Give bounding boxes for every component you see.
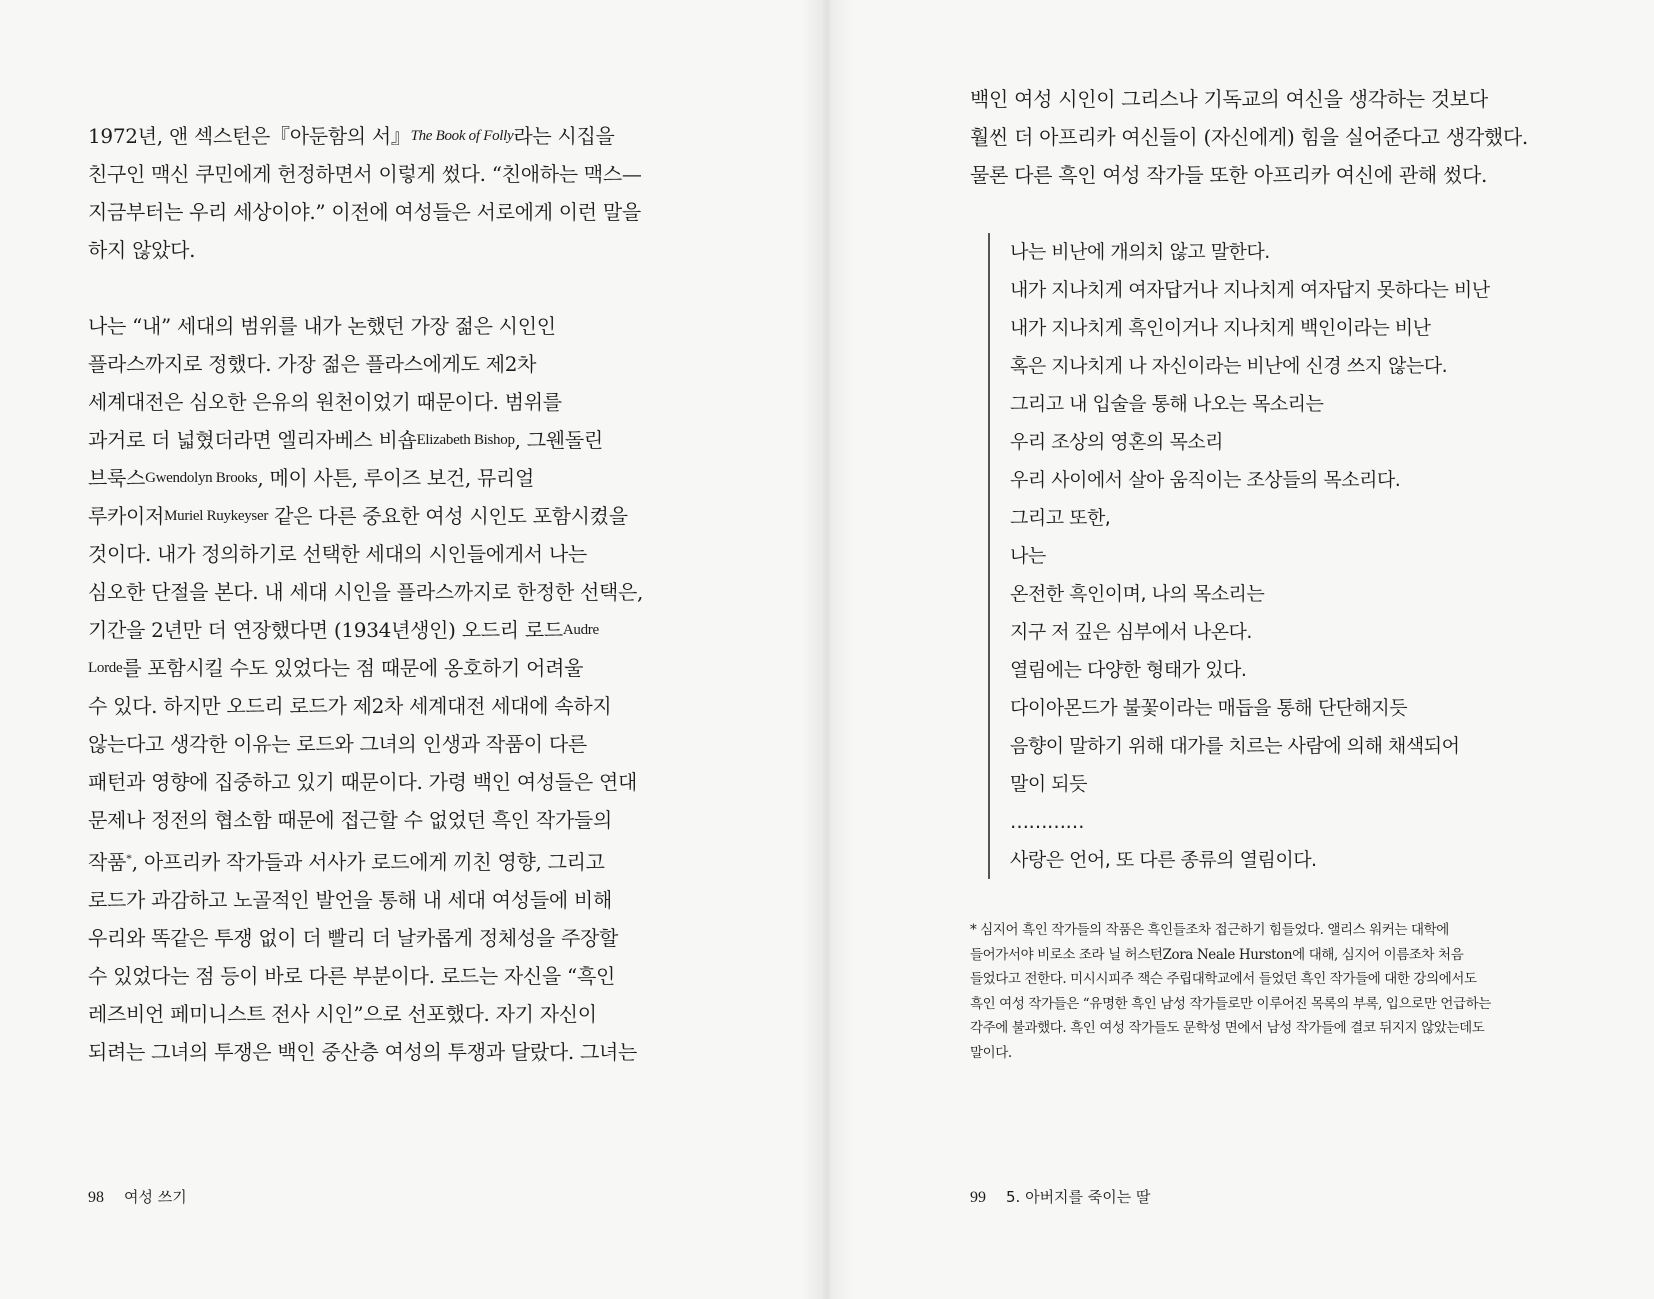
original-name: Lorde xyxy=(88,660,123,676)
text-line: 수 있다. 하지만 오드리 로드가 제2차 세계대전 세대에 속하지 xyxy=(88,694,612,718)
book-gutter-shadow xyxy=(800,0,854,1299)
running-header-section: 여성 쓰기 xyxy=(124,1188,187,1206)
text-span: 를 포함시킬 수도 있었다는 점 때문에 옹호하기 어려울 xyxy=(122,656,584,680)
poem-line: 열림에는 다양한 형태가 있다. xyxy=(1010,659,1247,681)
poem-line: 내가 지나치게 여자답거나 지나치게 여자답지 못하다는 비난 xyxy=(1010,279,1490,301)
left-body-text xyxy=(88,117,688,1071)
text-line: 플라스까지로 정했다. 가장 젊은 플라스에게도 제2차 xyxy=(88,352,537,376)
text-span: 라는 시집을 xyxy=(513,124,615,148)
poem-line: 사랑은 언어, 또 다른 종류의 열림이다. xyxy=(1010,849,1317,871)
text-span: 브룩스 xyxy=(88,466,146,490)
footnote-line: 흑인 여성 작가들은 “유명한 흑인 남성 작가들로만 이루어진 목록의 부록, 입으로만 언급하는 xyxy=(970,995,1491,1012)
text-line xyxy=(88,649,688,687)
text-span: 과거로 더 넓혔더라면 엘리자베스 비숍 xyxy=(88,428,417,452)
footnote xyxy=(970,918,1570,1065)
book-title-original: The Book of Folly xyxy=(410,128,514,144)
text-span: 1972년, 앤 섹스턴은『아둔함의 서』 xyxy=(88,124,411,148)
text-line: 않는다고 생각한 이유는 로드와 그녀의 인생과 작품이 다른 xyxy=(88,732,587,756)
text-line xyxy=(88,611,688,649)
text-line: 세계대전은 심오한 은유의 원천이었기 때문이다. 범위를 xyxy=(88,390,562,414)
text-line xyxy=(88,117,688,155)
text-line xyxy=(88,839,688,881)
right-body-text xyxy=(970,80,1590,194)
original-name: Elizabeth Bishop xyxy=(416,432,515,448)
text-line xyxy=(88,459,688,497)
right-page-footer xyxy=(970,1187,1151,1208)
text-line: 백인 여성 시인이 그리스나 기독교의 여신을 생각하는 것보다 xyxy=(970,87,1488,111)
text-line: 문제나 정전의 협소함 때문에 접근할 수 없었던 흑인 작가들의 xyxy=(88,808,612,832)
text-line: 수 있었다는 점 등이 바로 다른 부분이다. 로드는 자신을 “흑인 xyxy=(88,964,615,988)
footnote-line: 들어가서야 비로소 조라 닐 허스턴Zora Neale Hurston에 대해, 심지어 이름조차 처음 xyxy=(970,946,1464,963)
poem-line: 온전한 흑인이며, 나의 목소리는 xyxy=(1010,583,1265,605)
text-span: 같은 다른 중요한 여성 시인도 포함시켰을 xyxy=(268,504,628,528)
footnote-line: 각주에 불과했다. 흑인 여성 작가들도 문학성 면에서 남성 작가들에 결코 뒤지지 않았는데도 xyxy=(970,1020,1485,1036)
poem-line: 그리고 또한, xyxy=(1010,507,1111,529)
poem-line: 말이 되듯 xyxy=(1010,773,1087,795)
poem-line: 우리 사이에서 살아 움직이는 조상들의 목소리다. xyxy=(1010,469,1401,491)
text-span: , 메이 사튼, 루이즈 보건, 뮤리얼 xyxy=(257,466,535,490)
text-span: 작품 xyxy=(88,850,127,874)
footnote-marker[interactable]: * xyxy=(126,851,132,865)
page-number: 99 xyxy=(970,1189,986,1206)
poem-blockquote xyxy=(988,233,1490,879)
original-name: Audre xyxy=(562,622,599,638)
poem-line: 그리고 내 입술을 통해 나오는 목소리는 xyxy=(1010,393,1324,415)
text-line xyxy=(88,497,688,535)
text-line: 친구인 맥신 쿠민에게 헌정하면서 이렇게 썼다. “친애하는 맥스— xyxy=(88,162,642,186)
original-name: Muriel Ruykeyser xyxy=(164,508,269,524)
poem-line: ………… xyxy=(1010,811,1084,833)
text-line: 지금부터는 우리 세상이야.” 이전에 여성들은 서로에게 이런 말을 xyxy=(88,200,641,224)
footnote-line: 들었다고 전한다. 미시시피주 잭슨 주립대학교에서 들었던 흑인 작가들에 대한 강의에서도 xyxy=(970,971,1477,987)
poem-line: 다이아몬드가 불꽃이라는 매듭을 통해 단단해지듯 xyxy=(1010,697,1408,719)
text-line xyxy=(88,421,688,459)
text-span: 루카이저 xyxy=(88,504,165,528)
left-page xyxy=(0,0,826,1299)
text-span: 기간을 2년만 더 연장했다면 (1934년생인) 오드리 로드 xyxy=(88,618,563,642)
paragraph-1 xyxy=(88,117,688,269)
running-header-section: 5. 아버지를 죽이는 딸 xyxy=(1006,1188,1151,1206)
text-line: 심오한 단절을 본다. 내 세대 시인을 플라스까지로 한정한 선택은, xyxy=(88,580,644,604)
text-line: 되려는 그녀의 투쟁은 백인 중산층 여성의 투쟁과 달랐다. 그녀는 xyxy=(88,1040,638,1064)
poem-line: 나는 비난에 개의치 않고 말한다. xyxy=(1010,241,1270,263)
poem-line: 혹은 지나치게 나 자신이라는 비난에 신경 쓰지 않는다. xyxy=(1010,355,1448,377)
text-line: 물론 다른 흑인 여성 작가들 또한 아프리카 여신에 관해 썼다. xyxy=(970,163,1488,187)
text-line: 패턴과 영향에 집중하고 있기 때문이다. 가령 백인 여성들은 연대 xyxy=(88,770,638,794)
poem-line: 나는 xyxy=(1010,545,1046,567)
text-line: 것이다. 내가 정의하기로 선택한 세대의 시인들에게서 나는 xyxy=(88,542,587,566)
text-line: 하지 않았다. xyxy=(88,238,196,262)
poem-line: 우리 조상의 영혼의 목소리 xyxy=(1010,431,1224,453)
left-page-footer xyxy=(88,1187,187,1208)
text-line: 훨씬 더 아프리카 여신들이 (자신에게) 힘을 실어준다고 생각했다. xyxy=(970,125,1528,149)
original-name: Gwendolyn Brooks xyxy=(145,470,258,486)
text-span: , 아프리카 작가들과 서사가 로드에게 끼친 영향, 그리고 xyxy=(131,850,605,874)
footnote-line: * 심지어 흑인 작가들의 작품은 흑인들조차 접근하기 힘들었다. 앨리스 워커는 대학에 xyxy=(970,922,1449,938)
text-line: 레즈비언 페미니스트 전사 시인”으로 선포했다. 자기 자신이 xyxy=(88,1002,597,1026)
paragraph-2 xyxy=(88,307,688,1071)
poem-line: 내가 지나치게 흑인이거나 지나치게 백인이라는 비난 xyxy=(1010,317,1431,339)
text-line: 우리와 똑같은 투쟁 없이 더 빨리 더 날카롭게 정체성을 주장할 xyxy=(88,926,619,950)
text-line: 로드가 과감하고 노골적인 발언을 통해 내 세대 여성들에 비해 xyxy=(88,888,612,912)
right-page xyxy=(826,0,1654,1299)
poem-line: 음향이 말하기 위해 대가를 치르는 사람에 의해 채색되어 xyxy=(1010,735,1460,757)
text-line: 나는 “내” 세대의 범위를 내가 논했던 가장 젊은 시인인 xyxy=(88,314,556,338)
page-number: 98 xyxy=(88,1189,104,1206)
text-span: , 그웬돌린 xyxy=(514,428,603,452)
poem-line: 지구 저 깊은 심부에서 나온다. xyxy=(1010,621,1252,643)
footnote-line: 말이다. xyxy=(970,1044,1012,1061)
